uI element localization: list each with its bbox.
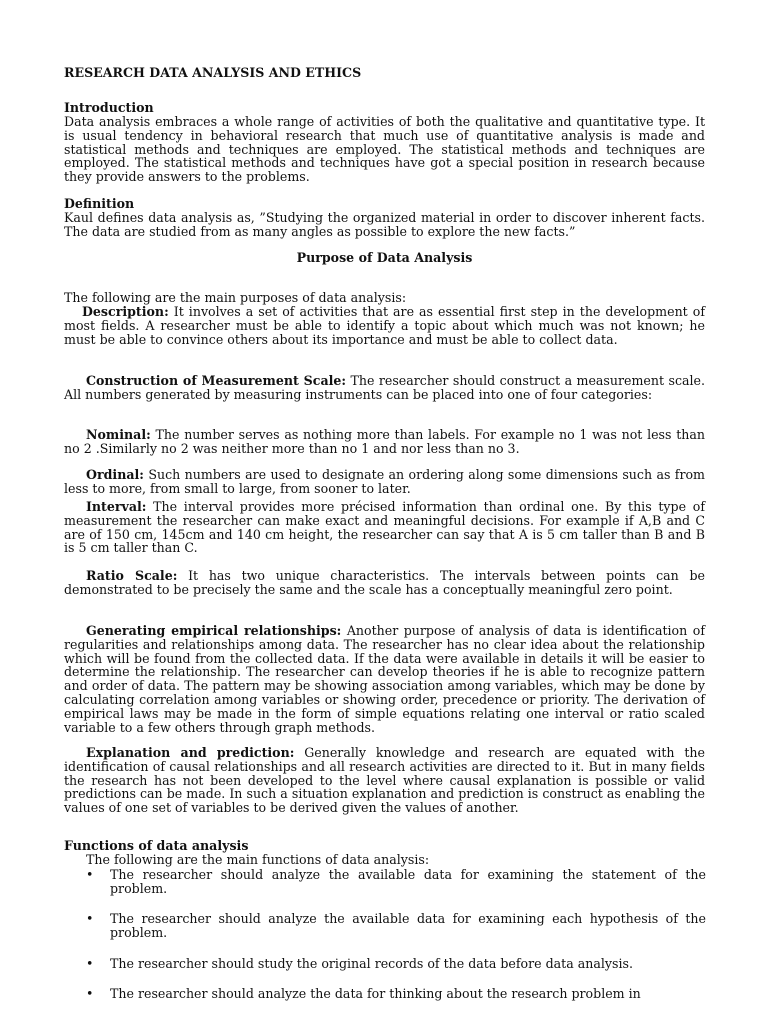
description-text: It involves a set of activities that are as essential first step in the development of most fields. A researcher must be able to identify a topic about which much was not known; he must be able to convince others about its importance and must be able to collect data.: [64, 304, 705, 347]
nominal-text: The number serves as nothing more than labels. For example no 1 was not less than no 2 .Similarly no 2 was neither more than no 1 and nor less than no 3.: [64, 427, 705, 456]
list-item: [86, 987, 706, 1001]
document-title: RESEARCH DATA ANALYSIS AND ETHICS: [64, 65, 362, 80]
construction-label: Construction of Measurement Scale:: [86, 373, 347, 388]
intro-heading: Introduction: [64, 100, 154, 115]
list-item-text: The researcher should analyze the data for thinking about the research problem in: [110, 986, 641, 1001]
ordinal-label: Ordinal:: [86, 467, 144, 482]
explanation-label: Explanation and prediction:: [86, 745, 295, 760]
description-label: Description:: [82, 304, 169, 319]
nominal-paragraph: [64, 428, 705, 456]
list-item: [86, 912, 706, 940]
list-item-text: The researcher should analyze the available data for examining each hypothesis of the problem.: [110, 911, 706, 940]
bullet-icon: •: [86, 867, 94, 882]
generating-label: Generating empirical relationships:: [86, 623, 342, 638]
functions-lead: The following are the main functions of data analysis:: [86, 852, 430, 867]
construction-paragraph: [64, 374, 705, 402]
nominal-label: Nominal:: [86, 427, 151, 442]
definition-paragraph: Kaul defines data analysis as, ”Studying the organized material in order to discover inherent facts. The data are studied from as many angles as possible to explore the new facts.”: [64, 210, 705, 239]
explanation-paragraph: [64, 746, 705, 815]
purpose-heading: Purpose of Data Analysis: [296, 250, 473, 265]
list-item: [86, 957, 706, 971]
ratio-paragraph: [64, 569, 705, 597]
ratio-text: It has two unique characteristics. The intervals between points can be demonstrated to be precisely the same and the scale has a conceptually meaningful zero point.: [64, 568, 706, 597]
description-paragraph: [64, 305, 705, 346]
bullet-icon: •: [86, 986, 94, 1001]
bullet-icon: •: [86, 911, 94, 926]
list-item-text: The researcher should study the original records of the data before data analysis.: [110, 956, 633, 971]
explanation-text: Generally knowledge and research are equated with the identification of causal relationships and all research activities are directed to it. But in many fields the research has not been developed to the level where causal explanation is possible or valid predictions can be made. In such a situation explanation and prediction is construct as enabling the values of one set of variables to be derived given the values of another.: [64, 745, 705, 816]
purpose-lead: The following are the main purposes of data analysis:: [64, 290, 407, 305]
list-item: [86, 868, 706, 896]
generating-paragraph: [64, 624, 705, 734]
interval-paragraph: [64, 500, 705, 555]
definition-heading: Definition: [64, 196, 135, 211]
ordinal-paragraph: [64, 468, 705, 496]
generating-text: Another purpose of analysis of data is identification of regularities and relationships among data. The researcher has no clear idea about the relationship which will be found from the collected data. If the data were available in details it will be easier to determine the relationship. The researcher can develop theories if he is able to recognize pattern and order of data. The pattern may be showing association among variables, which may be done by calculating correlation among variables or showing order, precedence or priority. The derivation of empirical laws may be made in the form of simple equations relating one interval or ratio scaled variable to a few others through graph methods.: [64, 623, 705, 735]
ordinal-text: Such numbers are used to designate an ordering along some dimensions such as from less to more, from small to large, from sooner to later.: [64, 467, 705, 496]
interval-text: The interval provides more précised information than ordinal one. By this type of measurement the researcher can make exact and meaningful decisions. For example if A,B and C are of 150 cm, 145cm and 140 cm height, the researcher can say that A is 5 cm taller than B and B is 5 cm taller than C.: [64, 499, 705, 556]
ratio-label: Ratio Scale:: [86, 568, 178, 583]
bullet-icon: •: [86, 956, 94, 971]
interval-label: Interval:: [86, 499, 147, 514]
construction-text: The researcher should construct a measurement scale. All numbers generated by measuring instruments can be placed into one of four categories:: [64, 373, 705, 402]
list-item-text: The researcher should analyze the available data for examining the statement of the problem.: [110, 867, 706, 896]
intro-paragraph: Data analysis embraces a whole range of activities of both the qualitative and quantitative type. It is usual tendency in behavioral research that much use of quantitative analysis is made and statistical methods and techniques are employed. The statistical methods and techniques are employed. The statistical methods and techniques have got a special position in research because they provide answers to the problems.: [64, 114, 705, 185]
functions-heading: Functions of data analysis: [64, 838, 249, 853]
